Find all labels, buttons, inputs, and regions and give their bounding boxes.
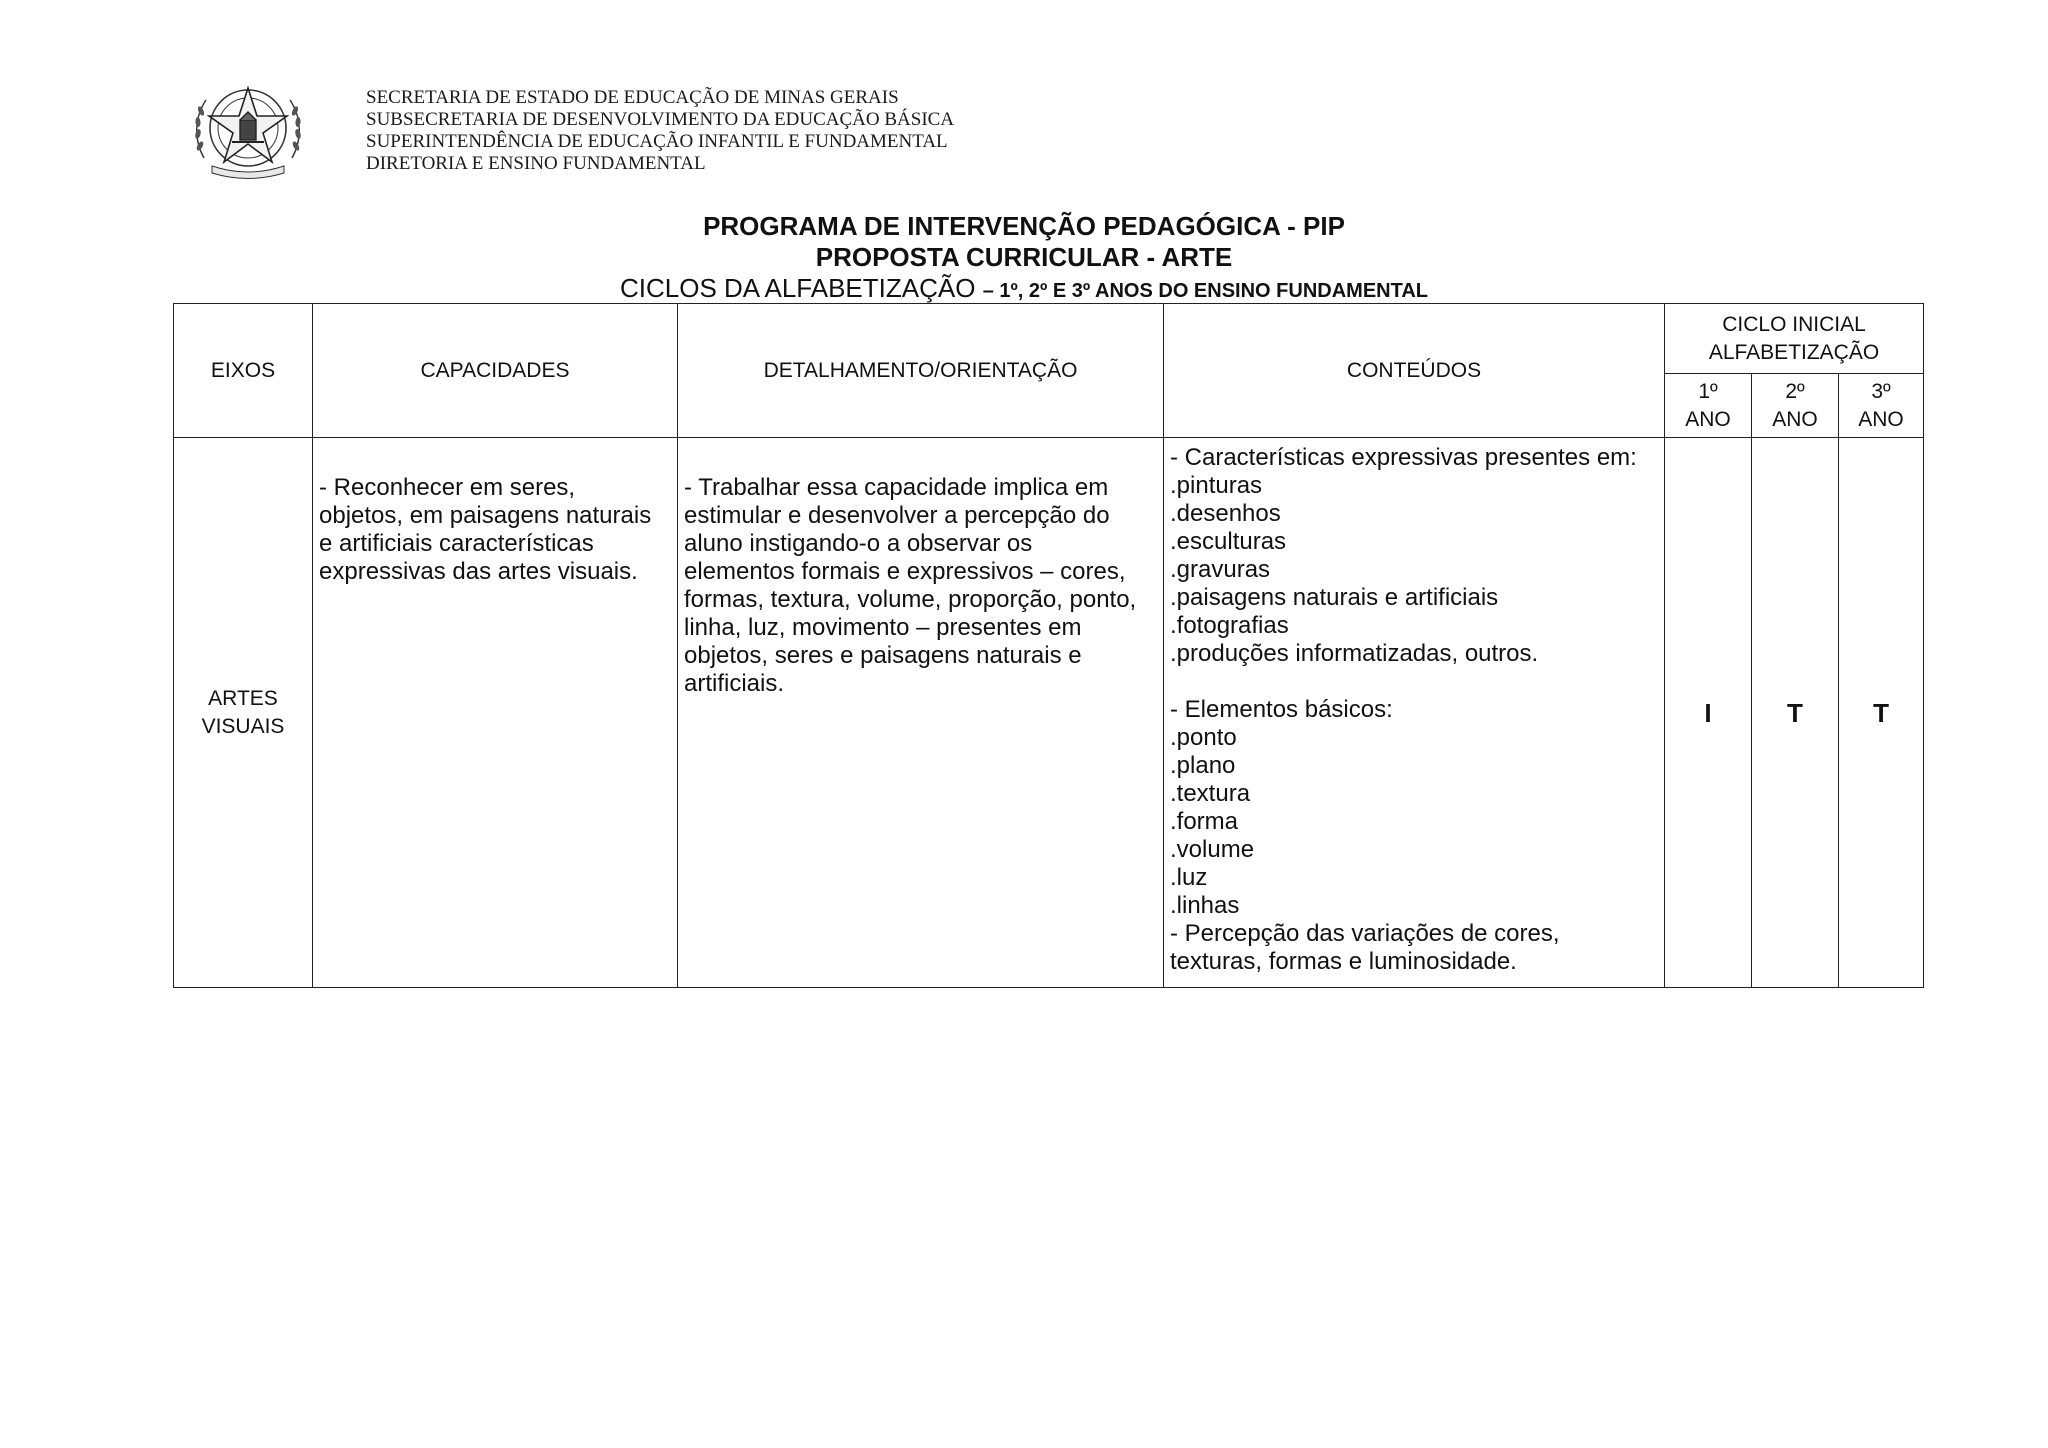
year-label: ANO bbox=[1685, 407, 1731, 431]
year-ordinal: 1º bbox=[1698, 379, 1718, 403]
text-line: estimular e desenvolver a percepção do bbox=[684, 502, 1110, 529]
agency-line: SUBSECRETARIA DE DESENVOLVIMENTO DA EDUCAÇÃO BÁSICA bbox=[366, 109, 955, 130]
header-capacidades: CAPACIDADES bbox=[313, 304, 678, 438]
document-title: PROGRAMA DE INTERVENÇÃO PEDAGÓGICA - PIP bbox=[703, 211, 1345, 241]
blank-line bbox=[1170, 668, 1658, 696]
text-line: - Percepção das variações de cores, bbox=[1170, 920, 1560, 947]
document-subtitle: PROPOSTA CURRICULAR - ARTE bbox=[815, 242, 1233, 272]
agency-line: SUPERINTENDÊNCIA DE EDUCAÇÃO INFANTIL E FUNDAMENTAL bbox=[366, 131, 948, 152]
year-ordinal: 2º bbox=[1785, 379, 1805, 403]
agency-line: SECRETARIA DE ESTADO DE EDUCAÇÃO DE MINAS GERAIS bbox=[366, 87, 899, 108]
header-ciclo-inicial bbox=[1665, 304, 1924, 374]
text-line: .plano bbox=[1170, 752, 1236, 779]
text-line: .luz bbox=[1170, 864, 1208, 891]
mark-year-3: T bbox=[1839, 438, 1924, 988]
text-line: .desenhos bbox=[1170, 500, 1281, 527]
header-year-3 bbox=[1839, 374, 1924, 438]
text-line: artificiais. bbox=[684, 670, 785, 697]
header-conteudos: CONTEÚDOS bbox=[1164, 304, 1665, 438]
text-line: expressivas das artes visuais. bbox=[319, 558, 638, 585]
agency-header bbox=[366, 87, 954, 175]
curriculum-table bbox=[173, 303, 1924, 988]
mark-year-1: I bbox=[1665, 438, 1752, 988]
year-label: ANO bbox=[1772, 407, 1818, 431]
table-row bbox=[174, 438, 1924, 988]
cell-capacidades bbox=[313, 438, 678, 988]
text-line: aluno instigando-o a observar os bbox=[684, 530, 1033, 557]
text-line: .ponto bbox=[1170, 724, 1237, 751]
cell-eixo bbox=[174, 438, 313, 988]
text-line: elementos formais e expressivos – cores, bbox=[684, 558, 1126, 585]
text-line: .volume bbox=[1170, 836, 1255, 863]
text-line: formas, textura, volume, proporção, ponto, bbox=[684, 586, 1137, 613]
ciclo-line: CICLO INICIAL bbox=[1722, 312, 1866, 336]
eixo-line: VISUAIS bbox=[201, 714, 285, 738]
cycle-title-main: CICLOS DA ALFABETIZAÇÃO bbox=[620, 273, 976, 303]
text-line: objetos, seres e paisagens naturais e bbox=[684, 642, 1082, 669]
text-line: e artificiais características bbox=[319, 530, 594, 557]
year-label: ANO bbox=[1858, 407, 1904, 431]
text-line: .linhas bbox=[1170, 892, 1240, 919]
cell-detalhamento bbox=[678, 438, 1164, 988]
mark-year-2: T bbox=[1752, 438, 1839, 988]
header-detalhamento: DETALHAMENTO/ORIENTAÇÃO bbox=[678, 304, 1164, 438]
cell-conteudos bbox=[1164, 438, 1665, 988]
header-eixos: EIXOS bbox=[174, 304, 313, 438]
text-line: texturas, formas e luminosidade. bbox=[1170, 948, 1517, 975]
ciclo-line: ALFABETIZAÇÃO bbox=[1708, 340, 1880, 364]
text-line: .forma bbox=[1170, 808, 1239, 835]
text-line: - Características expressivas presentes em: bbox=[1170, 444, 1637, 471]
year-ordinal: 3º bbox=[1871, 379, 1891, 403]
text-line: .gravuras bbox=[1170, 556, 1271, 583]
text-line: - Elementos básicos: bbox=[1170, 696, 1393, 723]
text-line: linha, luz, movimento – presentes em bbox=[684, 614, 1082, 641]
table-header-row bbox=[174, 304, 1924, 374]
eixo-line: ARTES bbox=[208, 686, 278, 710]
header-year-1 bbox=[1665, 374, 1752, 438]
text-line: .fotografias bbox=[1170, 612, 1289, 639]
minas-gerais-seal-icon bbox=[190, 80, 306, 180]
text-line: objetos, em paisagens naturais bbox=[319, 502, 652, 529]
text-line: .produções informatizadas, outros. bbox=[1170, 640, 1539, 667]
text-line: .paisagens naturais e artificiais bbox=[1170, 584, 1499, 611]
cycle-title-years: – 1º, 2º E 3º ANOS DO ENSINO FUNDAMENTAL bbox=[982, 280, 1428, 302]
agency-line: DIRETORIA E ENSINO FUNDAMENTAL bbox=[366, 153, 706, 174]
text-line: - Trabalhar essa capacidade implica em bbox=[684, 474, 1109, 501]
text-line: .textura bbox=[1170, 780, 1251, 807]
text-line: .pinturas bbox=[1170, 472, 1263, 499]
document-cycle-title bbox=[0, 273, 2048, 306]
header-year-2 bbox=[1752, 374, 1839, 438]
text-line: .esculturas bbox=[1170, 528, 1287, 555]
text-line: - Reconhecer em seres, bbox=[319, 474, 576, 501]
